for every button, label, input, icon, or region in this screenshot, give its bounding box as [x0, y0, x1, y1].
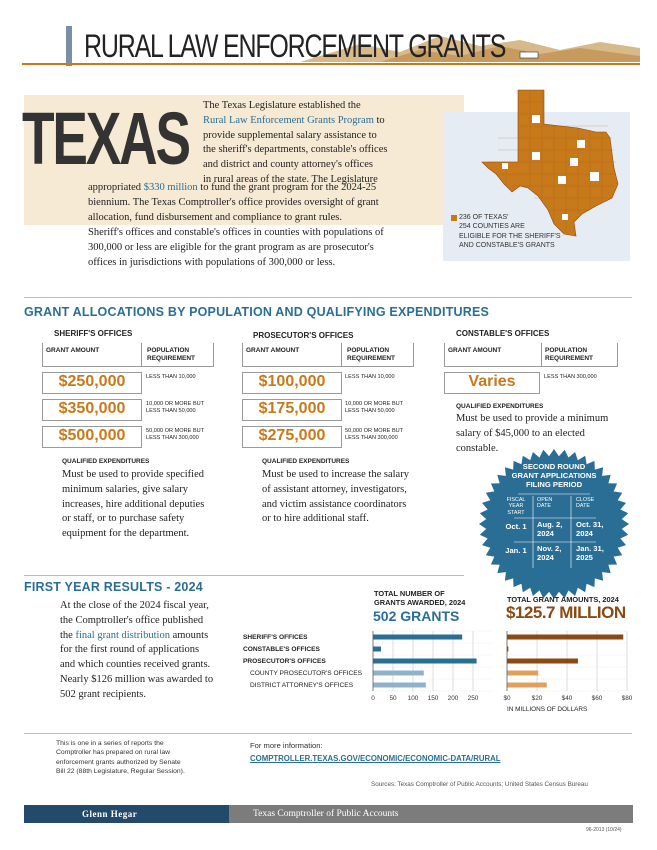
bar [373, 635, 462, 640]
sheriff-amount-box [42, 399, 142, 421]
prosecutor-amount: $175,000 [258, 400, 326, 417]
prosecutor-requirement [345, 428, 403, 441]
category-label: PROSECUTOR'S OFFICES [243, 658, 326, 665]
prosecutor-qualified-label: QUALIFIED EXPENDITURES [262, 458, 350, 465]
column-divider [341, 343, 342, 366]
population-label-line: REQUIREMENT [147, 355, 196, 362]
x-tick-label: $20 [531, 695, 543, 702]
requirement-line: 50,000 OR MORE BUT [146, 428, 205, 434]
allocations-heading: GRANT ALLOCATIONS BY POPULATION AND QUALIFYING EXPENDITURES [24, 305, 490, 319]
sources-note: Sources: Texas Comptroller of Public Accounts; United States Census Bureau [371, 781, 588, 788]
seal-date-line: 2024 [537, 529, 554, 538]
grant-amount-label: GRANT AMOUNT [246, 347, 300, 354]
grants-bar-chart [366, 628, 500, 708]
seal-col-head-fiscal [500, 497, 532, 516]
car-icon [520, 52, 538, 58]
seal-date-line: Nov. 2, [537, 544, 562, 553]
results-line: and which counties received grants. [60, 659, 211, 671]
prosecutor-table-header [242, 343, 414, 367]
sheriff-table-header [42, 343, 214, 367]
constable-amount-box [444, 372, 540, 394]
bar [373, 659, 477, 664]
map-legend-line: ELIGIBLE FOR THE SHERIFF'S [459, 232, 561, 240]
category-label: CONSTABLE'S OFFICES [243, 646, 320, 653]
bar [507, 659, 578, 664]
population-label-line: POPULATION [347, 347, 390, 354]
prosecutor-title: PROSECUTOR'S OFFICES [253, 331, 354, 340]
document-number: 96-2013 (10/24) [586, 827, 622, 833]
x-tick-label: 0 [371, 695, 375, 702]
intro-line: and district and county attorney's offices [203, 159, 373, 171]
seal-date-line: Oct. 31, [576, 520, 604, 529]
results-heading: FIRST YEAR RESULTS - 2024 [24, 580, 203, 594]
requirement-line: LESS THAN 50,000 [345, 407, 395, 414]
seal-row-start: Jan. 1 [505, 546, 527, 555]
x-tick-label: 250 [467, 695, 479, 702]
results-paragraph [60, 599, 245, 703]
intro-text: to fund the grant program for the 2024-25 [200, 182, 377, 193]
results-text: amounts [172, 629, 209, 641]
bar [373, 671, 424, 676]
seal-col-head: DATE [576, 503, 590, 510]
requirement-line: 10,000 OR MORE BUT [345, 401, 404, 407]
intro-line: biennium. The Texas Comptroller's office provides oversight of grant [88, 196, 379, 208]
qualified-line: of assistant attorney, investigators, [262, 483, 407, 495]
qualified-line: and victim assistance coordinators [262, 498, 407, 510]
prosecutor-amount-box [242, 426, 342, 448]
qualified-line: constable. [456, 442, 499, 454]
intro-paragraph-cont [88, 181, 468, 225]
map-legend-line: AND CONSTABLE'S GRANTS [459, 242, 555, 250]
qualified-line: minimum salaries, give salary [62, 483, 188, 495]
population-label-line: POPULATION [545, 347, 588, 354]
seal-title-line: SECOND ROUND [522, 462, 586, 471]
qualified-line: or to hire additional staff. [262, 513, 369, 525]
x-tick-label: 150 [427, 695, 439, 702]
requirement-line: LESS THAN 300,000 [345, 434, 398, 441]
more-info-label: For more information: [250, 741, 323, 750]
constable-title: CONSTABLE'S OFFICES [456, 329, 550, 338]
grants-chart-headline: 502 GRANTS [373, 608, 460, 624]
seal-col-head: CLOSE [576, 497, 595, 503]
x-tick-label: $60 [591, 695, 603, 702]
qualified-line: Must be used to increase the salary [262, 469, 409, 480]
requirement-line: 50,000 OR MORE BUT [345, 428, 404, 434]
results-line: 502 grant recipients. [60, 688, 147, 700]
requirement-line: LESS THAN 300,000 [146, 434, 199, 441]
comptroller-name: Glenn Hegar [82, 809, 138, 819]
x-tick-label: $40 [561, 695, 573, 702]
series-line: Comptroller has prepared on rural law [56, 749, 171, 757]
seal-col-head: YEAR [508, 503, 524, 510]
footer-office-bar [229, 805, 633, 823]
seal-row-open [537, 520, 562, 538]
intro-line: Sheriff's offices and constable's offices in counties with populations of [88, 227, 384, 238]
requirement-line: LESS THAN 50,000 [146, 407, 196, 414]
x-tick-label: 100 [407, 695, 419, 702]
x-tick-label: 200 [447, 695, 459, 702]
sheriff-amount-box [42, 372, 142, 394]
series-line: enforcement grants authorized by Senate [56, 758, 181, 766]
amounts-bar-chart [500, 628, 634, 708]
x-tick-label: $0 [503, 695, 511, 702]
distribution-link[interactable]: final grant distribution [75, 629, 170, 641]
seal-col-head: OPEN [537, 497, 553, 503]
constable-requirement [544, 374, 597, 381]
intro-line: 300,000 or less are eligible for the grant program as are prosecutor's [88, 241, 374, 253]
category-label: COUNTY PROSECUTOR'S OFFICES [250, 670, 363, 677]
sheriff-amount: $250,000 [58, 373, 126, 390]
population-label-line: REQUIREMENT [545, 355, 594, 362]
intro-text: The Texas Legislature established the [203, 100, 361, 111]
footer-rule [24, 733, 632, 734]
amounts-chart-headline: $125.7 MILLION [506, 603, 626, 622]
results-line: the Comptroller's office published [60, 614, 204, 626]
prosecutor-amount-box [242, 399, 342, 421]
qualified-line: equipment for the department. [62, 528, 190, 540]
seal-title [478, 462, 630, 490]
population-label [347, 347, 395, 363]
sheriff-requirement [146, 374, 196, 381]
seal-col-head-open [537, 497, 571, 510]
seal-col-head: FISCAL [506, 497, 526, 503]
qualified-line: Must be used to provide a minimum [456, 413, 609, 424]
intro-text: to [376, 114, 385, 126]
bar [373, 647, 381, 652]
intro-line: allocation, fund disbursement and compliance to grant rules. [88, 211, 342, 223]
sheriff-amount-box [42, 426, 142, 448]
seal-date-line: 2025 [576, 553, 593, 562]
intro-line: provide supplemental salary assistance to [203, 129, 377, 141]
x-tick-label: 50 [389, 695, 397, 702]
population-label-line: REQUIREMENT [347, 355, 396, 362]
prosecutor-requirement [345, 401, 403, 414]
seal-date-line: Aug. 2, [537, 520, 563, 529]
map-legend-swatch [451, 215, 457, 221]
sheriff-amount: $500,000 [58, 427, 126, 444]
seal-title-line: GRANT APPLICATIONS [511, 471, 597, 481]
qualified-line: salary of $45,000 to an elected [456, 427, 585, 439]
grant-amount-label: GRANT AMOUNT [448, 347, 502, 354]
constable-qualified-label: QUALIFIED EXPENDITURES [456, 403, 544, 410]
amount-link[interactable]: $330 million [143, 182, 198, 193]
more-info-url[interactable]: COMPTROLLER.TEXAS.GOV/ECONOMIC/ECONOMIC-DATA/RURAL [250, 754, 501, 763]
seal-col-head: DATE [537, 503, 551, 510]
state-word: TEXAS [22, 97, 189, 180]
prosecutor-amount-box [242, 372, 342, 394]
section-divider [24, 297, 632, 298]
seal-col-head-close [576, 497, 610, 510]
sheriff-amount: $350,000 [58, 400, 126, 417]
sheriff-qualified-text [62, 468, 252, 542]
constable-table-header [444, 343, 618, 367]
section-divider [24, 575, 464, 576]
column-divider [541, 343, 542, 366]
seal-row-open [537, 544, 561, 562]
sheriff-title: SHERIFF'S OFFICES [54, 329, 133, 338]
population-label [147, 347, 195, 363]
seal-date-line: 2024 [537, 553, 554, 562]
requirement-line: 10,000 OR MORE BUT [146, 401, 205, 407]
sheriff-requirement [146, 401, 204, 414]
requirement-line: LESS THAN 300,000 [544, 374, 597, 380]
program-link[interactable]: Rural Law Enforcement Grants Program [203, 114, 374, 126]
category-labels [243, 632, 362, 692]
intro-text: appropriated [88, 182, 142, 193]
map-legend-line: 254 COUNTIES ARE [459, 223, 525, 231]
seal-row-close [576, 520, 603, 538]
bar [507, 683, 547, 688]
results-text: the [60, 629, 73, 641]
column-divider [141, 343, 142, 366]
results-line: for the first round of applications [60, 644, 200, 656]
prosecutor-qualified-text [262, 468, 452, 527]
map-legend-line: 236 OF TEXAS' [459, 214, 509, 221]
map-legend [459, 213, 561, 251]
series-line: Bill 22 (88th Legislature, Regular Session). [56, 767, 185, 775]
qualified-line: Must be used to provide specified [62, 469, 205, 480]
x-tick-label: $80 [621, 695, 633, 702]
series-line: This is one in a series of reports the [56, 740, 164, 747]
banner-bar [66, 26, 72, 66]
results-line: At the close of the 2024 fiscal year, [60, 600, 209, 611]
amounts-xlabel: IN MILLIONS OF DOLLARS [507, 706, 588, 713]
intro-line: offices in jurisdictions with populations of 300,000 or less. [88, 256, 336, 268]
eligibility-paragraph [88, 226, 468, 270]
sheriff-qualified-label: QUALIFIED EXPENDITURES [62, 458, 150, 465]
population-label-line: POPULATION [147, 347, 190, 354]
intro-paragraph [203, 99, 461, 188]
seal-col-head: START [507, 509, 525, 516]
seal-row-start: Oct. 1 [505, 522, 527, 531]
bar [507, 635, 623, 640]
chart-title-line: TOTAL NUMBER OF [374, 589, 445, 598]
comptroller-office: Texas Comptroller of Public Accounts [253, 809, 399, 819]
intro-line: in rural areas of the state. The Legislature [203, 173, 378, 185]
population-label [545, 347, 593, 363]
bar [507, 671, 538, 676]
seal-date-line: 2024 [576, 529, 593, 538]
requirement-line: LESS THAN 10,000 [345, 374, 395, 380]
results-line: Nearly $126 million was awarded to [60, 673, 214, 685]
sheriff-requirement [146, 428, 204, 441]
intro-line: the sheriff's departments, constable's offices [203, 144, 388, 156]
prosecutor-amount: $100,000 [258, 373, 326, 390]
seal-row-close [576, 544, 604, 562]
chart-title-line: GRANTS AWARDED, 2024 [374, 597, 466, 607]
qualified-line: or staff, or to purchase safety [62, 513, 185, 525]
seal-title-line: FILING PERIOD [525, 480, 583, 490]
banner-title: RURAL LAW ENFORCEMENT GRANTS [84, 28, 506, 64]
grants-chart-title [374, 590, 465, 607]
constable-amount: Varies [468, 373, 516, 390]
amounts-chart-title: TOTAL GRANT AMOUNTS, 2024 [507, 595, 619, 604]
series-note [56, 739, 185, 776]
prosecutor-amount: $275,000 [258, 427, 326, 444]
prosecutor-requirement [345, 374, 395, 381]
category-label: SHERIFF'S OFFICES [243, 634, 308, 641]
requirement-line: LESS THAN 10,000 [146, 374, 196, 380]
footer-name-bar [24, 805, 229, 823]
category-label: DISTRICT ATTORNEY'S OFFICES [250, 682, 354, 689]
seal-date-line: Jan. 31, [576, 544, 604, 553]
qualified-line: increases, hire additional deputies [62, 498, 205, 510]
bar [373, 683, 426, 688]
grant-amount-label: GRANT AMOUNT [46, 347, 100, 354]
